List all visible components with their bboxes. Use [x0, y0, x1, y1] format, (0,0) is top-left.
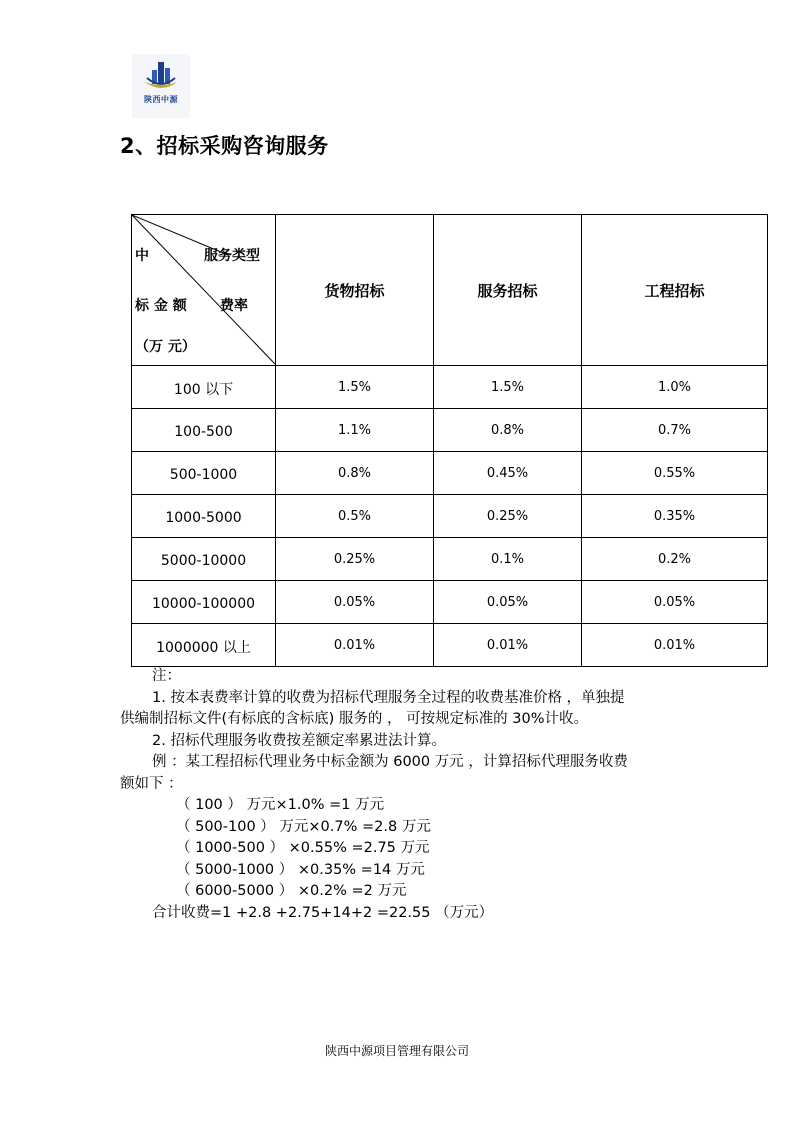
table-row — [132, 624, 768, 667]
column-header-goods: 货物招标 — [276, 215, 434, 366]
rate-cell: 0.05% — [276, 581, 434, 624]
table-row — [132, 538, 768, 581]
note-item-1-continued: 供编制招标文件(有标底的含标底) 服务的 ， 可按规定标准的 30%计收。 — [120, 711, 588, 727]
rate-cell: 0.8% — [434, 409, 582, 452]
table-row — [132, 452, 768, 495]
corner-label-unit: （万 元） — [135, 339, 196, 355]
rate-cell: 0.1% — [434, 538, 582, 581]
rate-cell: 0.25% — [434, 495, 582, 538]
rate-cell: 1.1% — [276, 409, 434, 452]
column-header-services: 服务招标 — [434, 215, 582, 366]
calc-line: （ 500-100 ） 万元×0.7% =2.8 万元 — [176, 818, 431, 835]
page-footer: 陕西中源项目管理有限公司 — [324, 1044, 469, 1058]
rate-cell: 1.5% — [276, 366, 434, 409]
rate-cell: 1.5% — [434, 366, 582, 409]
amount-cell: 10000-100000 — [132, 581, 276, 624]
logo-text: 陕西中源 — [144, 95, 178, 104]
fee-rate-table — [131, 214, 768, 667]
rate-cell: 0.25% — [276, 538, 434, 581]
table-row — [132, 495, 768, 538]
section-heading: 2、招标采购咨询服务 — [120, 134, 329, 158]
amount-cell: 100 以下 — [132, 366, 276, 409]
rate-cell: 0.01% — [276, 624, 434, 667]
rate-cell: 0.35% — [582, 495, 768, 538]
rate-cell: 0.45% — [434, 452, 582, 495]
rate-cell: 0.8% — [276, 452, 434, 495]
rate-cell: 0.2% — [582, 538, 768, 581]
rate-cell: 0.01% — [582, 624, 768, 667]
corner-label-fee-rate: 费率 — [220, 298, 248, 314]
amount-cell: 100-500 — [132, 409, 276, 452]
calc-line: （ 100 ） 万元×1.0% =1 万元 — [176, 797, 385, 813]
corner-label-top: 中 — [135, 248, 149, 264]
table-row — [132, 581, 768, 624]
example-text: 例 ：某工程招标代理业务中标金额为 6000 万元 ，计算招标代理服务收费 — [152, 754, 628, 770]
table-row — [132, 366, 768, 409]
notes-title: 注： — [152, 668, 181, 684]
corner-label-service-type: 服务类型 — [204, 248, 260, 264]
column-header-engineering: 工程招标 — [582, 215, 768, 366]
rate-cell: 0.7% — [582, 409, 768, 452]
table-header-row — [132, 215, 768, 366]
amount-cell: 500-1000 — [132, 452, 276, 495]
note-item-2: 2. 招标代理服务收费按差额定率累进法计算。 — [152, 732, 446, 749]
rate-cell: 0.05% — [434, 581, 582, 624]
calc-line: （ 5000-1000 ） ×0.35% =14 万元 — [176, 861, 425, 878]
rate-cell: 0.05% — [582, 581, 768, 624]
amount-cell: 1000-5000 — [132, 495, 276, 538]
note-item-1: 1. 按本表费率计算的收费为招标代理服务全过程的收费基准价格 ，单独提 — [152, 689, 625, 706]
amount-cell: 5000-10000 — [132, 538, 276, 581]
rate-cell: 0.55% — [582, 452, 768, 495]
total-fee: 合计收费=1 +2.8 +2.75+14+2 =22.55 （万元） — [152, 904, 494, 921]
example-text-continued: 额如下 ： — [120, 775, 183, 792]
corner-header-cell — [132, 215, 276, 366]
table-row — [132, 409, 768, 452]
amount-cell: 1000000 以上 — [132, 624, 276, 667]
calc-line: （ 6000-5000 ） ×0.2% =2 万元 — [176, 883, 407, 899]
calc-line: （ 1000-500 ） ×0.55% =2.75 万元 — [176, 840, 430, 856]
rate-cell: 1.0% — [582, 366, 768, 409]
logo-emblem-icon — [143, 60, 179, 94]
corner-label-amount: 标 金 额 — [135, 298, 187, 314]
rate-cell: 0.5% — [276, 495, 434, 538]
rate-cell: 0.01% — [434, 624, 582, 667]
notes-section — [120, 666, 680, 924]
company-logo — [132, 54, 190, 118]
